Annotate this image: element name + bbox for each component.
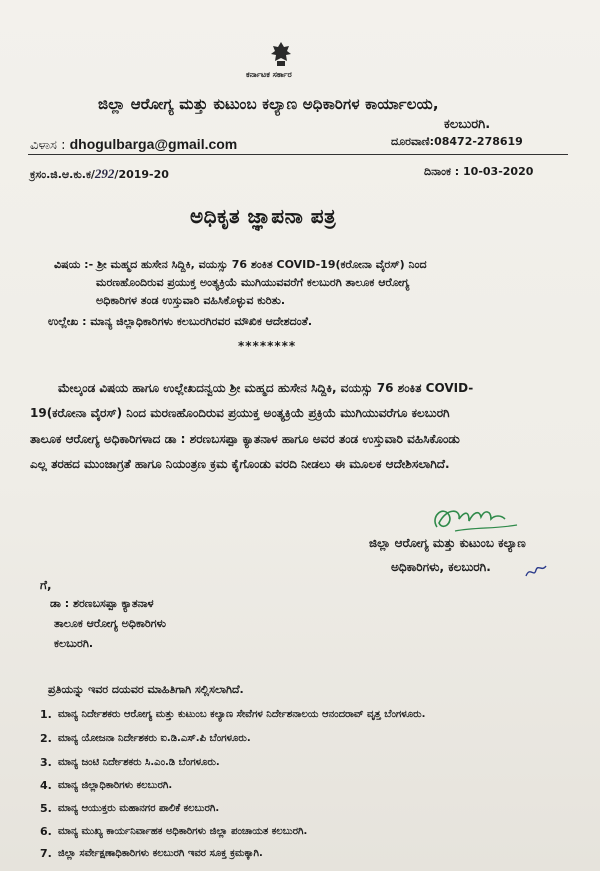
email-address[interactable]: dhogulbarga@gmail.com [69, 136, 238, 152]
addressee-to-label: ಗೆ, [40, 578, 52, 592]
signatory-line1: ಜಿಲ್ಲಾ ಆರೋಗ್ಯ ಮತ್ತು ಕುಟುಂಬ ಕಲ್ಯಾಣ [369, 536, 526, 550]
reference-handwritten-number: 292 [94, 166, 115, 181]
date-value: 10-03-2020 [463, 165, 534, 178]
signature-mark [425, 497, 525, 537]
phone-row [391, 135, 523, 149]
addressee-line2: ತಾಲೂಕ ಆರೋಗ್ಯ ಅಧಿಕಾರಿಗಳು [54, 617, 167, 630]
copy-item-text: ಮಾನ್ಯ ಮುಖ್ಯ ಕಾರ್ಯನಿರ್ವಾಹಕ ಅಧಿಕಾರಿಗಳು ಜಿಲ್ಲಾ ಪಂಚಾಯತ ಕಲಬುರಗಿ. [58, 826, 308, 837]
copy-item-number: 2. [40, 732, 52, 745]
copy-item-text: ಮಾನ್ಯ ಯೋಜನಾ ನಿರ್ದೇಶಕರು ಐ.ಡಿ.ಎಸ್.ಪಿ ಬೆಂಗಳೂರು. [58, 733, 251, 744]
copy-item-number: 4. [40, 779, 52, 792]
body-line4: ಎಲ್ಲ ತರಹದ ಮುಂಜಾಗ್ರತೆ ಹಾಗೂ ನಿಯಂತ್ರಣ ಕ್ರಮ ಕೈಗೊಂಡು ವರದಿ ನೀಡಲು ಈ ಮೂಲಕ ಆದೇಶಿಸಲಾಗಿದೆ. [30, 457, 450, 471]
office-name-line1: ಜಿಲ್ಲಾ ಆರೋಗ್ಯ ಮತ್ತು ಕುಟುಂಬ ಕಲ್ಯಾಣ ಅಧಿಕಾರಿಗಳ ಕಾರ್ಯಾಲಯ, [98, 95, 439, 113]
phone-label: ದೂರವಾಣಿ: [391, 135, 435, 148]
office-name-line2: ಕಲಬುರಗಿ. [444, 117, 491, 132]
copy-item-number: 6. [40, 825, 52, 838]
copy-item-text: ಮಾನ್ಯ ಜಿಲ್ಲಾಧಿಕಾರಿಗಳು ಕಲಬುರಗಿ. [58, 780, 173, 791]
body-line1: ಮೇಲ್ಕಂಡ ವಿಷಯ ಹಾಗೂ ಉಲ್ಲೇಖದನ್ವಯ ಶ್ರೀ ಮಹ್ಮದ ಹುಸೇನ ಸಿದ್ದಿಕಿ, ವಯಸ್ಸು 76 ಶಂಕಿತ COVID- [58, 381, 474, 395]
reference-year: /2019-20 [114, 168, 169, 181]
government-label: ಕರ್ನಾಟಕ ಸರ್ಕಾರ [246, 70, 292, 79]
email-label: ವಿಳಾಸ : [30, 138, 66, 153]
subject-line2: ಮರಣಹೊಂದಿರುವ ಪ್ರಯುಕ್ತ ಅಂತ್ಯಕ್ರಿಯೆ ಮುಗಿಯುವವರೆಗೆ ಕಲಬುರಗಿ ತಾಲೂಕ ಆರೋಗ್ಯ [96, 276, 410, 289]
subject-line1: ವಿಷಯ :- ಶ್ರೀ ಮಹ್ಮದ ಹುಸೇನ ಸಿದ್ದಿಕಿ, ವಯಸ್ಸು 76 ಶಂಕಿತ COVID-19(ಕರೋನಾ ವೈರಸ್) ನಿಂದ [54, 258, 427, 271]
signatory-line2: ಅಧಿಕಾರಿಗಳು, ಕಲಬುರಗಿ. [391, 560, 491, 574]
copy-item-text: ಮಾನ್ಯ ಆಯುಕ್ತರು ಮಹಾನಗರ ಪಾಲಿಕೆ ಕಲಬುರಗಿ. [58, 803, 220, 814]
copy-to-heading: ಪ್ರತಿಯನ್ನು ಇವರ ದಯವರ ಮಾಹಿತಿಗಾಗಿ ಸಲ್ಲಿಸಲಾಗಿದೆ. [48, 683, 244, 696]
state-emblem-icon [268, 40, 294, 68]
copy-item-text: ಮಾನ್ಯ ನಿರ್ದೇಶಕರು ಆರೋಗ್ಯ ಮತ್ತು ಕುಟುಂಬ ಕಲ್ಯಾಣ ಸೇವೆಗಳ ನಿರ್ದೇಶನಾಲಯ ಆನಂದರಾವ್ ವೃತ್ತ ಬೆಂಗಳೂರು. [58, 709, 426, 720]
email-row [30, 136, 237, 153]
date-label: ದಿನಾಂಕ : [424, 165, 460, 178]
subject-line3: ಅಧಿಕಾರಿಗಳ ತಂಡ ಉಸ್ತುವಾರಿ ವಹಿಸಿಕೊಳ್ಳುವ ಕುರಿತು. [96, 294, 286, 307]
copy-item-number: 1. [40, 708, 52, 721]
body-line3: ತಾಲೂಕ ಆರೋಗ್ಯ ಅಧಿಕಾರಿಗಳಾದ ಡಾ : ಶರಣಬಸಪ್ಪಾ ಕ್ಯಾತನಾಳ ಹಾಗೂ ಅವರ ತಂಡ ಉಸ್ತುವಾರಿ ವಹಿಸಿಕೊಂಡು [30, 432, 460, 446]
copy-item-text: ಜಿಲ್ಲಾ ಸರ್ವೇಕ್ಷಣಾಧಿಕಾರಿಗಳು ಕಲಬುರಗಿ ಇವರ ಸೂಕ್ತ ಕ್ರಮಕ್ಕಾಗಿ. [58, 848, 263, 859]
reference-label: ಕ್ರಸಂ.ಜಿ.ಆ.ಕು.ಕ/ [30, 168, 95, 181]
phone-number: 08472-278619 [434, 135, 523, 148]
copy-item-text: ಮಾನ್ಯ ಜಂಟಿ ನಿರ್ದೇಶಕರು ಸಿ.ಎಂ.ಡಿ ಬೆಂಗಳೂರು. [58, 757, 220, 768]
section-separator: ******** [238, 339, 297, 353]
reference-number [30, 166, 169, 182]
addressee-line1: ಡಾ : ಶರಣಬಸಪ್ಪಾ ಕ್ಯಾತನಾಳ [50, 597, 154, 610]
header-divider [28, 154, 568, 155]
copy-item-number: 5. [40, 802, 52, 815]
body-line2: 19(ಕರೋನಾ ವೈರಸ್) ನಿಂದ ಮರಣಹೊಂದಿರುವ ಪ್ರಯುಕ್ತ ಅಂತ್ಯಕ್ರಿಯೆ ಪ್ರಕ್ರಿಯೆ ಮುಗಿಯುವರೆಗೂ ಕಲಬುರಗಿ [30, 406, 450, 420]
subject-reference: ಉಲ್ಲೇಖ : ಮಾನ್ಯ ಜಿಲ್ಲಾಧಿಕಾರಿಗಳು ಕಲಬುರಗಿರವರ ಮೌಖಿಕ ಆದೇಶದಂತೆ. [48, 315, 313, 328]
document-title: ಅಧಿಕೃತ ಜ್ಞಾಪನಾ ಪತ್ರ [190, 204, 337, 228]
addressee-line3: ಕಲಬುರಗಿ. [54, 637, 94, 650]
copy-item-number: 3. [40, 756, 52, 769]
date-row [424, 165, 533, 179]
initials-mark [524, 562, 548, 580]
copy-item-number: 7. [40, 847, 52, 860]
